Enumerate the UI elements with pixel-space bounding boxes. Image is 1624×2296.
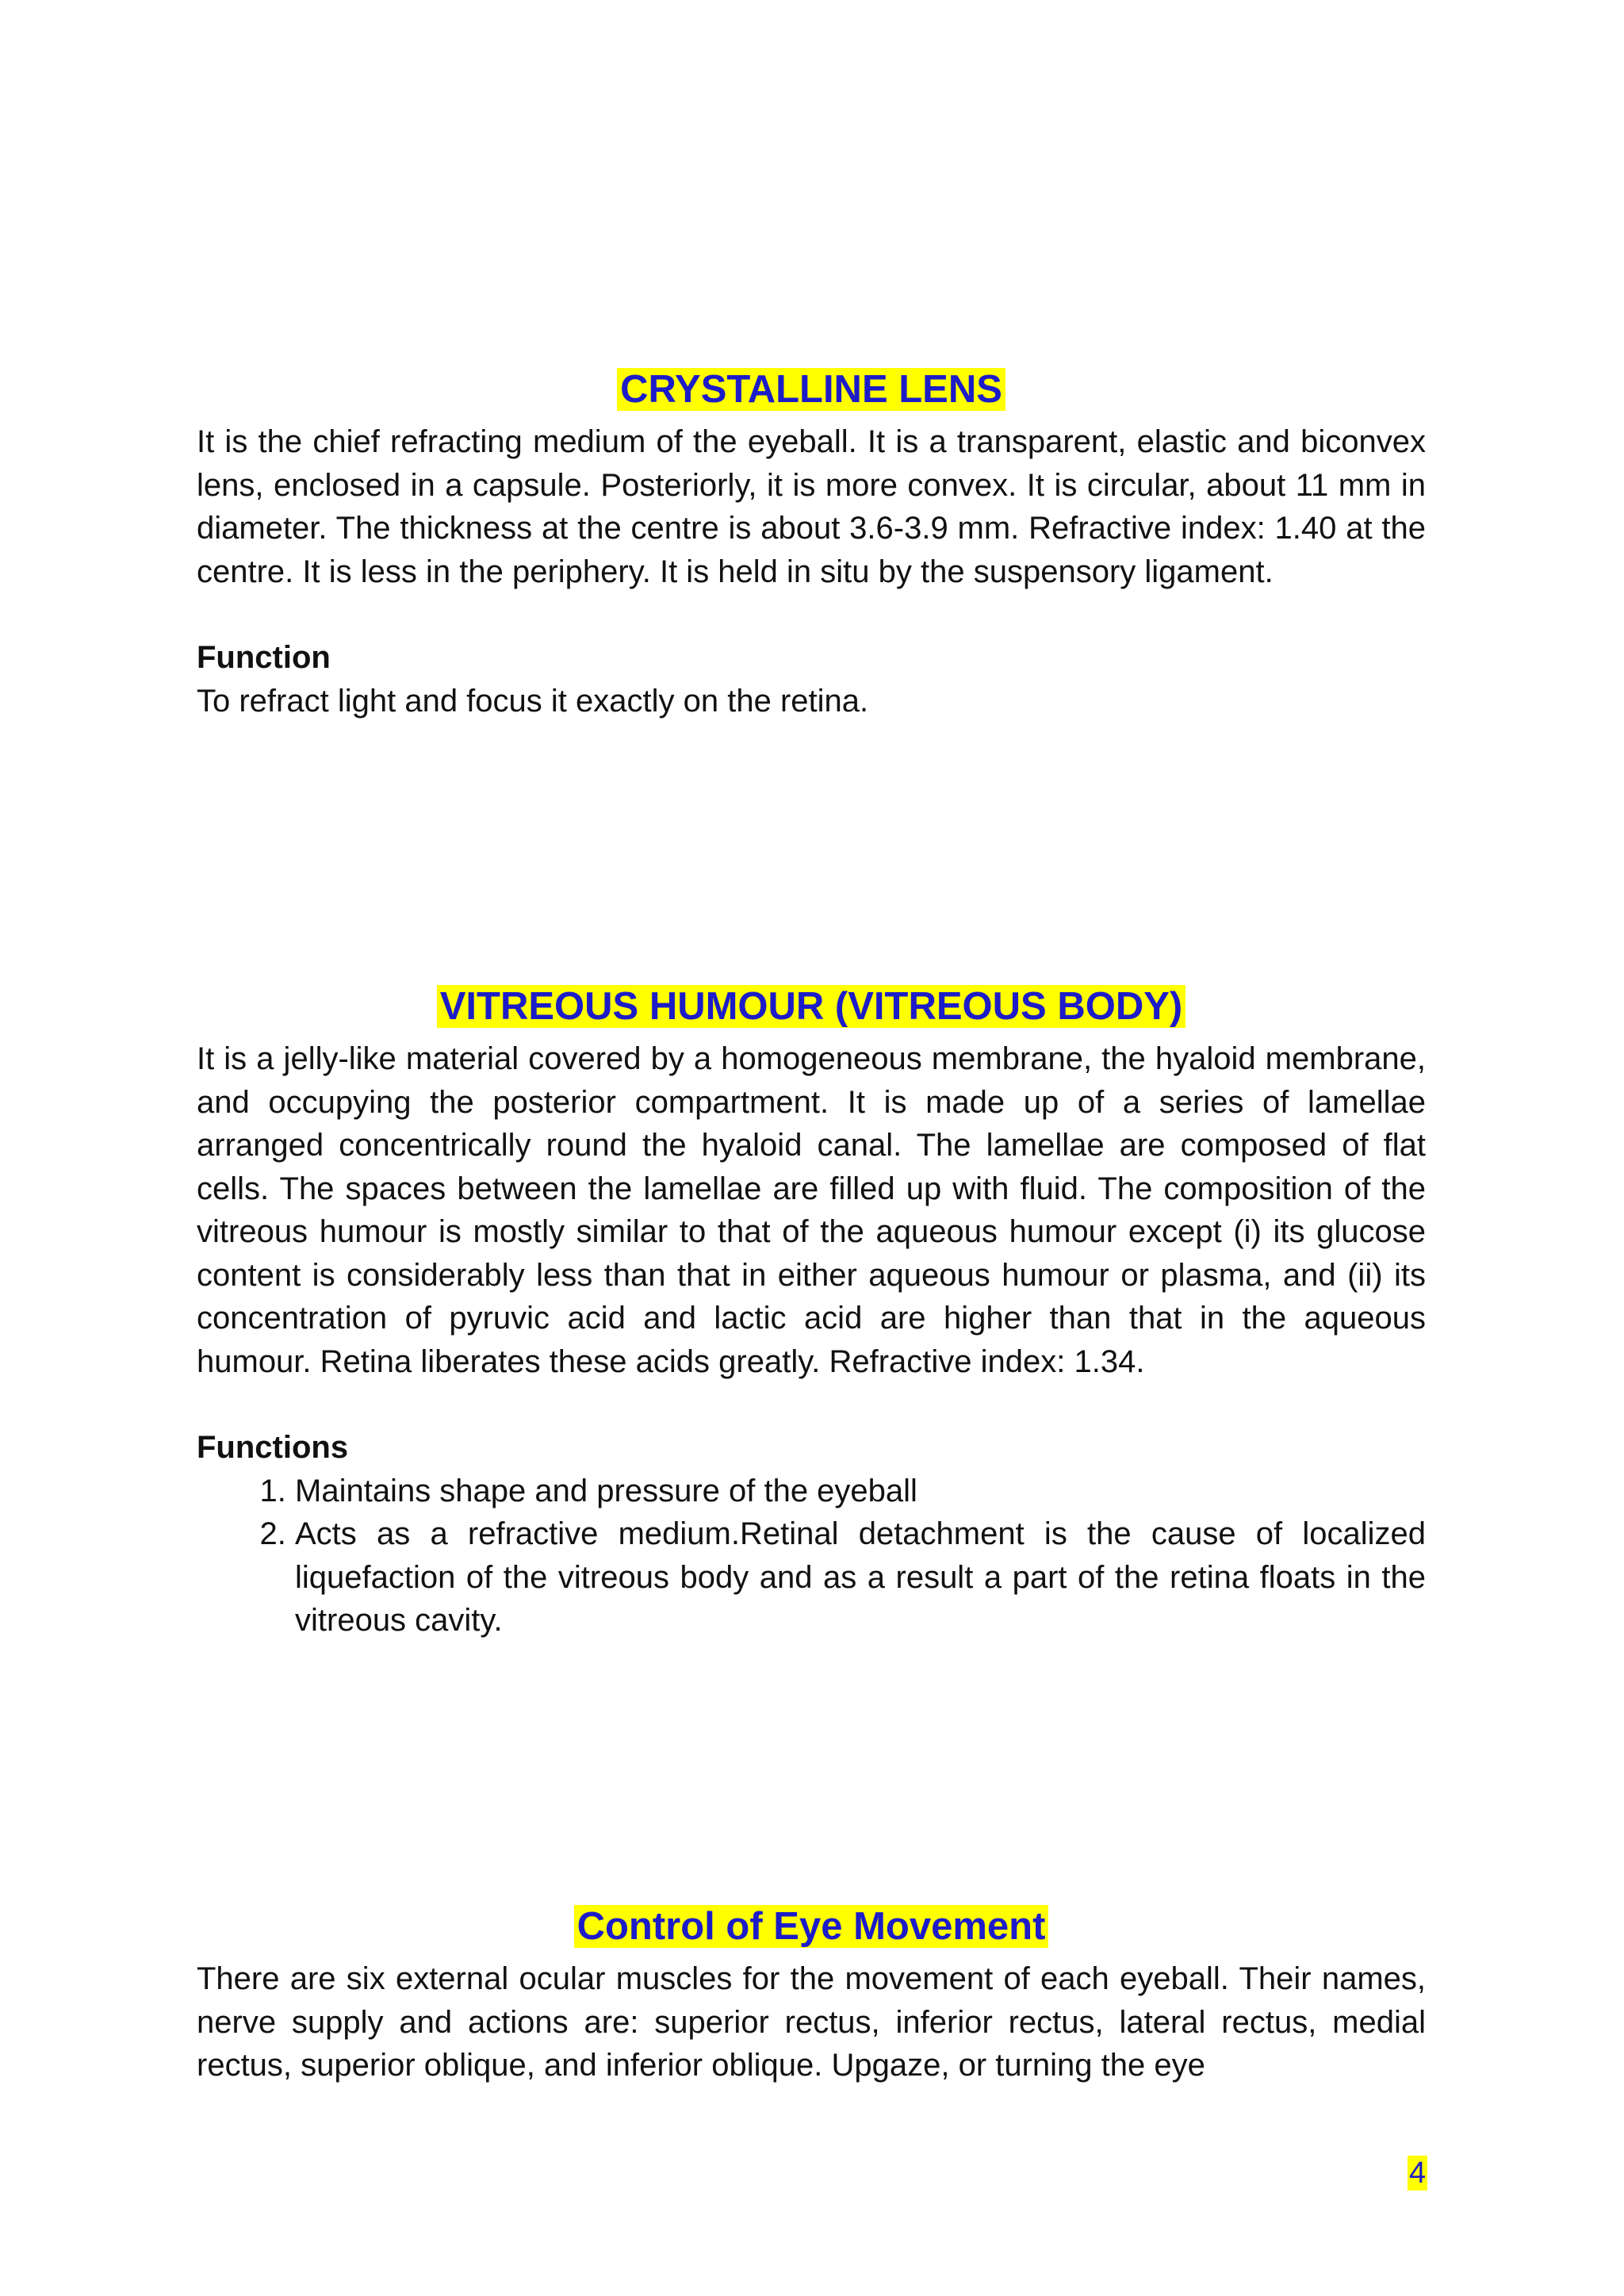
list-item: 1. Maintains shape and pressure of the eyeball: [295, 1470, 1426, 1513]
section-heading: VITREOUS HUMOUR (VITREOUS BODY): [437, 985, 1185, 1028]
section-heading-wrapper: [197, 1903, 1426, 1957]
section-heading-wrapper: [197, 983, 1426, 1037]
list-item: 2. Acts as a refractive medium.Retinal detachment is the cause of localized liquefaction of the vitreous body and as a result a part of the retina floats in the vitreous cavity.: [295, 1512, 1426, 1642]
section-heading: CRYSTALLINE LENS: [617, 368, 1005, 411]
section-heading: Control of Eye Movement: [574, 1905, 1049, 1948]
section-vitreous-humour: [197, 983, 1426, 1642]
section-body: There are six external ocular muscles for the movement of each eyeball. Their names, nerve supply and actions are: superior rectus, inferior rectus, lateral rectus, medial rectus, superior oblique, and inferior oblique. Upgaze, or turning the eye: [197, 1961, 1426, 2083]
functions-subheading: Functions: [197, 1430, 349, 1465]
functions-list: [197, 1470, 1426, 1642]
document-page: [197, 0, 1426, 2296]
section-eye-movement: [197, 1903, 1426, 2087]
section-heading-wrapper: [197, 366, 1426, 420]
section-crystalline-lens: [197, 366, 1426, 723]
function-text: To refract light and focus it exactly on the retina.: [197, 683, 869, 719]
page-number: 4: [1409, 2156, 1427, 2190]
function-subheading: Function: [197, 640, 331, 675]
section-body: It is the chief refracting medium of the eyeball. It is a transparent, elastic and biconvex lens, enclosed in a capsule. Posteriorly, it is more convex. It is circular, about 11 mm in diameter. The thickness at the centre is about 3.6-3.9 mm. Refractive index: 1.40 at the centre. It is less in the periphery. It is held in situ by the suspensory ligament.: [197, 424, 1426, 589]
section-body: It is a jelly-like material covered by a homogeneous membrane, the hyaloid membrane, and occupying the posterior compartment. It is made up of a series of lamellae arranged concentrically round the hyaloid canal. The lamellae are composed of flat cells. The spaces between the lamellae are filled up with fluid. The composition of the vitreous humour is mostly similar to that of the aqueous humour except (i) its glucose content is considerably less than that in either aqueous humour or plasma, and (ii) its concentration of pyruvic acid and lactic acid are higher than that in the aqueous humour. Retina liberates these acids greatly. Refractive index: 1.34.: [197, 1041, 1426, 1379]
